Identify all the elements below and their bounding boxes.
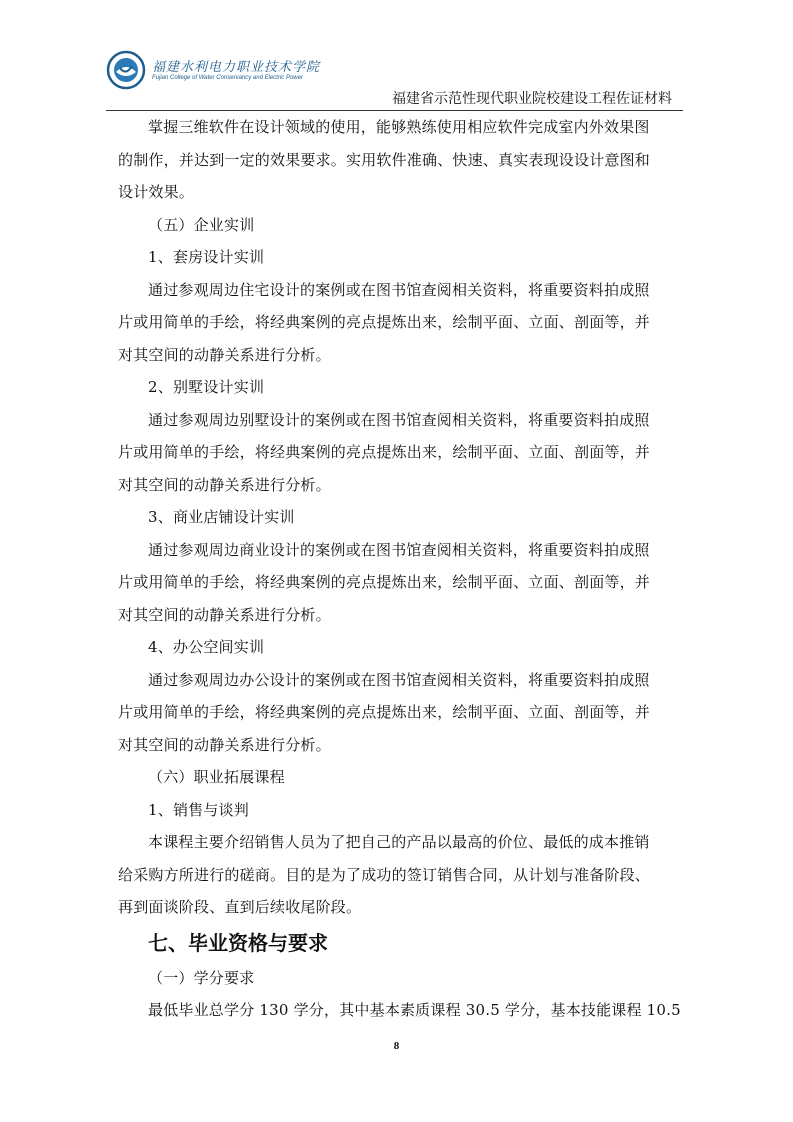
logo-text: 福建水利电力职业技术学院 [152,60,321,75]
subsection-heading: 3、商业店铺设计实训 [148,508,295,526]
paragraph-line: 给采购方所进行的磋商。目的是为了成功的签订销售合同，从计划与准备阶段、 [118,865,651,884]
subsection-heading: 2、别墅设计实训 [148,378,265,396]
section-heading: （一）学分要求 [148,968,255,987]
paragraph-line: 本课程主要介绍销售人员为了把自己的产品以最高的价位、最低的成本推销 [148,833,650,851]
page-number: 8 [393,1040,400,1052]
subsection-heading: 4、办公空间实训 [148,638,265,656]
paragraph-line: 的制作，并达到一定的效果要求。实用软件准确、快速、真实表现设设计意图和 [118,150,651,169]
paragraph-line: 对其空间的动静关系进行分析。 [118,475,331,494]
paragraph-line: 片或用简单的手绘，将经典案例的亮点提炼出来，绘制平面、立面、剖面等，并 [118,313,651,331]
subsection-heading: 1、套房设计实训 [148,248,265,266]
logo-emblem-icon [106,50,146,90]
paragraph-line: 通过参观周边办公设计的案例或在图书馆查阅相关资料，将重要资料拍成照 [148,670,650,689]
paragraph-line: 对其空间的动静关系进行分析。 [118,345,331,364]
header-title: 福建省示范性现代职业院校建设工程佐证材料 [392,91,672,107]
document-body [118,111,686,1027]
section-heading: （六）职业拓展课程 [148,768,285,786]
paragraph-line: 片或用简单的手绘，将经典案例的亮点提炼出来，绘制平面、立面、剖面等，并 [118,703,651,721]
paragraph-line: 掌握三维软件在设计领域的使用，能够熟练使用相应软件完成室内外效果图 [148,118,650,136]
paragraph-line: 对其空间的动静关系进行分析。 [118,735,331,754]
paragraph-line: 通过参观周边商业设计的案例或在图书馆查阅相关资料，将重要资料拍成照 [148,540,650,559]
paragraph-line: 通过参观周边住宅设计的案例或在图书馆查阅相关资料，将重要资料拍成照 [148,280,650,299]
chapter-heading: 七、毕业资格与要求 [148,930,328,955]
section-heading: （五）企业实训 [148,215,255,234]
paragraph-line: 设计效果。 [118,183,195,201]
paragraph-line: 再到面谈阶段、直到后续收尾阶段。 [118,898,362,916]
paragraph-line: 对其空间的动静关系进行分析。 [118,605,331,624]
paragraph-line: 通过参观周边别墅设计的案例或在图书馆查阅相关资料，将重要资料拍成照 [148,410,650,429]
college-logo [106,50,321,94]
paragraph-line: 片或用简单的手绘，将经典案例的亮点提炼出来，绘制平面、立面、剖面等，并 [118,573,651,591]
paragraph-line: 片或用简单的手绘，将经典案例的亮点提炼出来，绘制平面、立面、剖面等，并 [118,443,651,461]
paragraph-line: 最低毕业总学分 130 学分，其中基本素质课程 30.5 学分，基本技能课程 10.5 [148,1001,681,1019]
subsection-heading: 1、销售与谈判 [148,800,249,819]
logo-subtext: Fujian College of Water Conservancy and Electric Power [152,75,303,81]
